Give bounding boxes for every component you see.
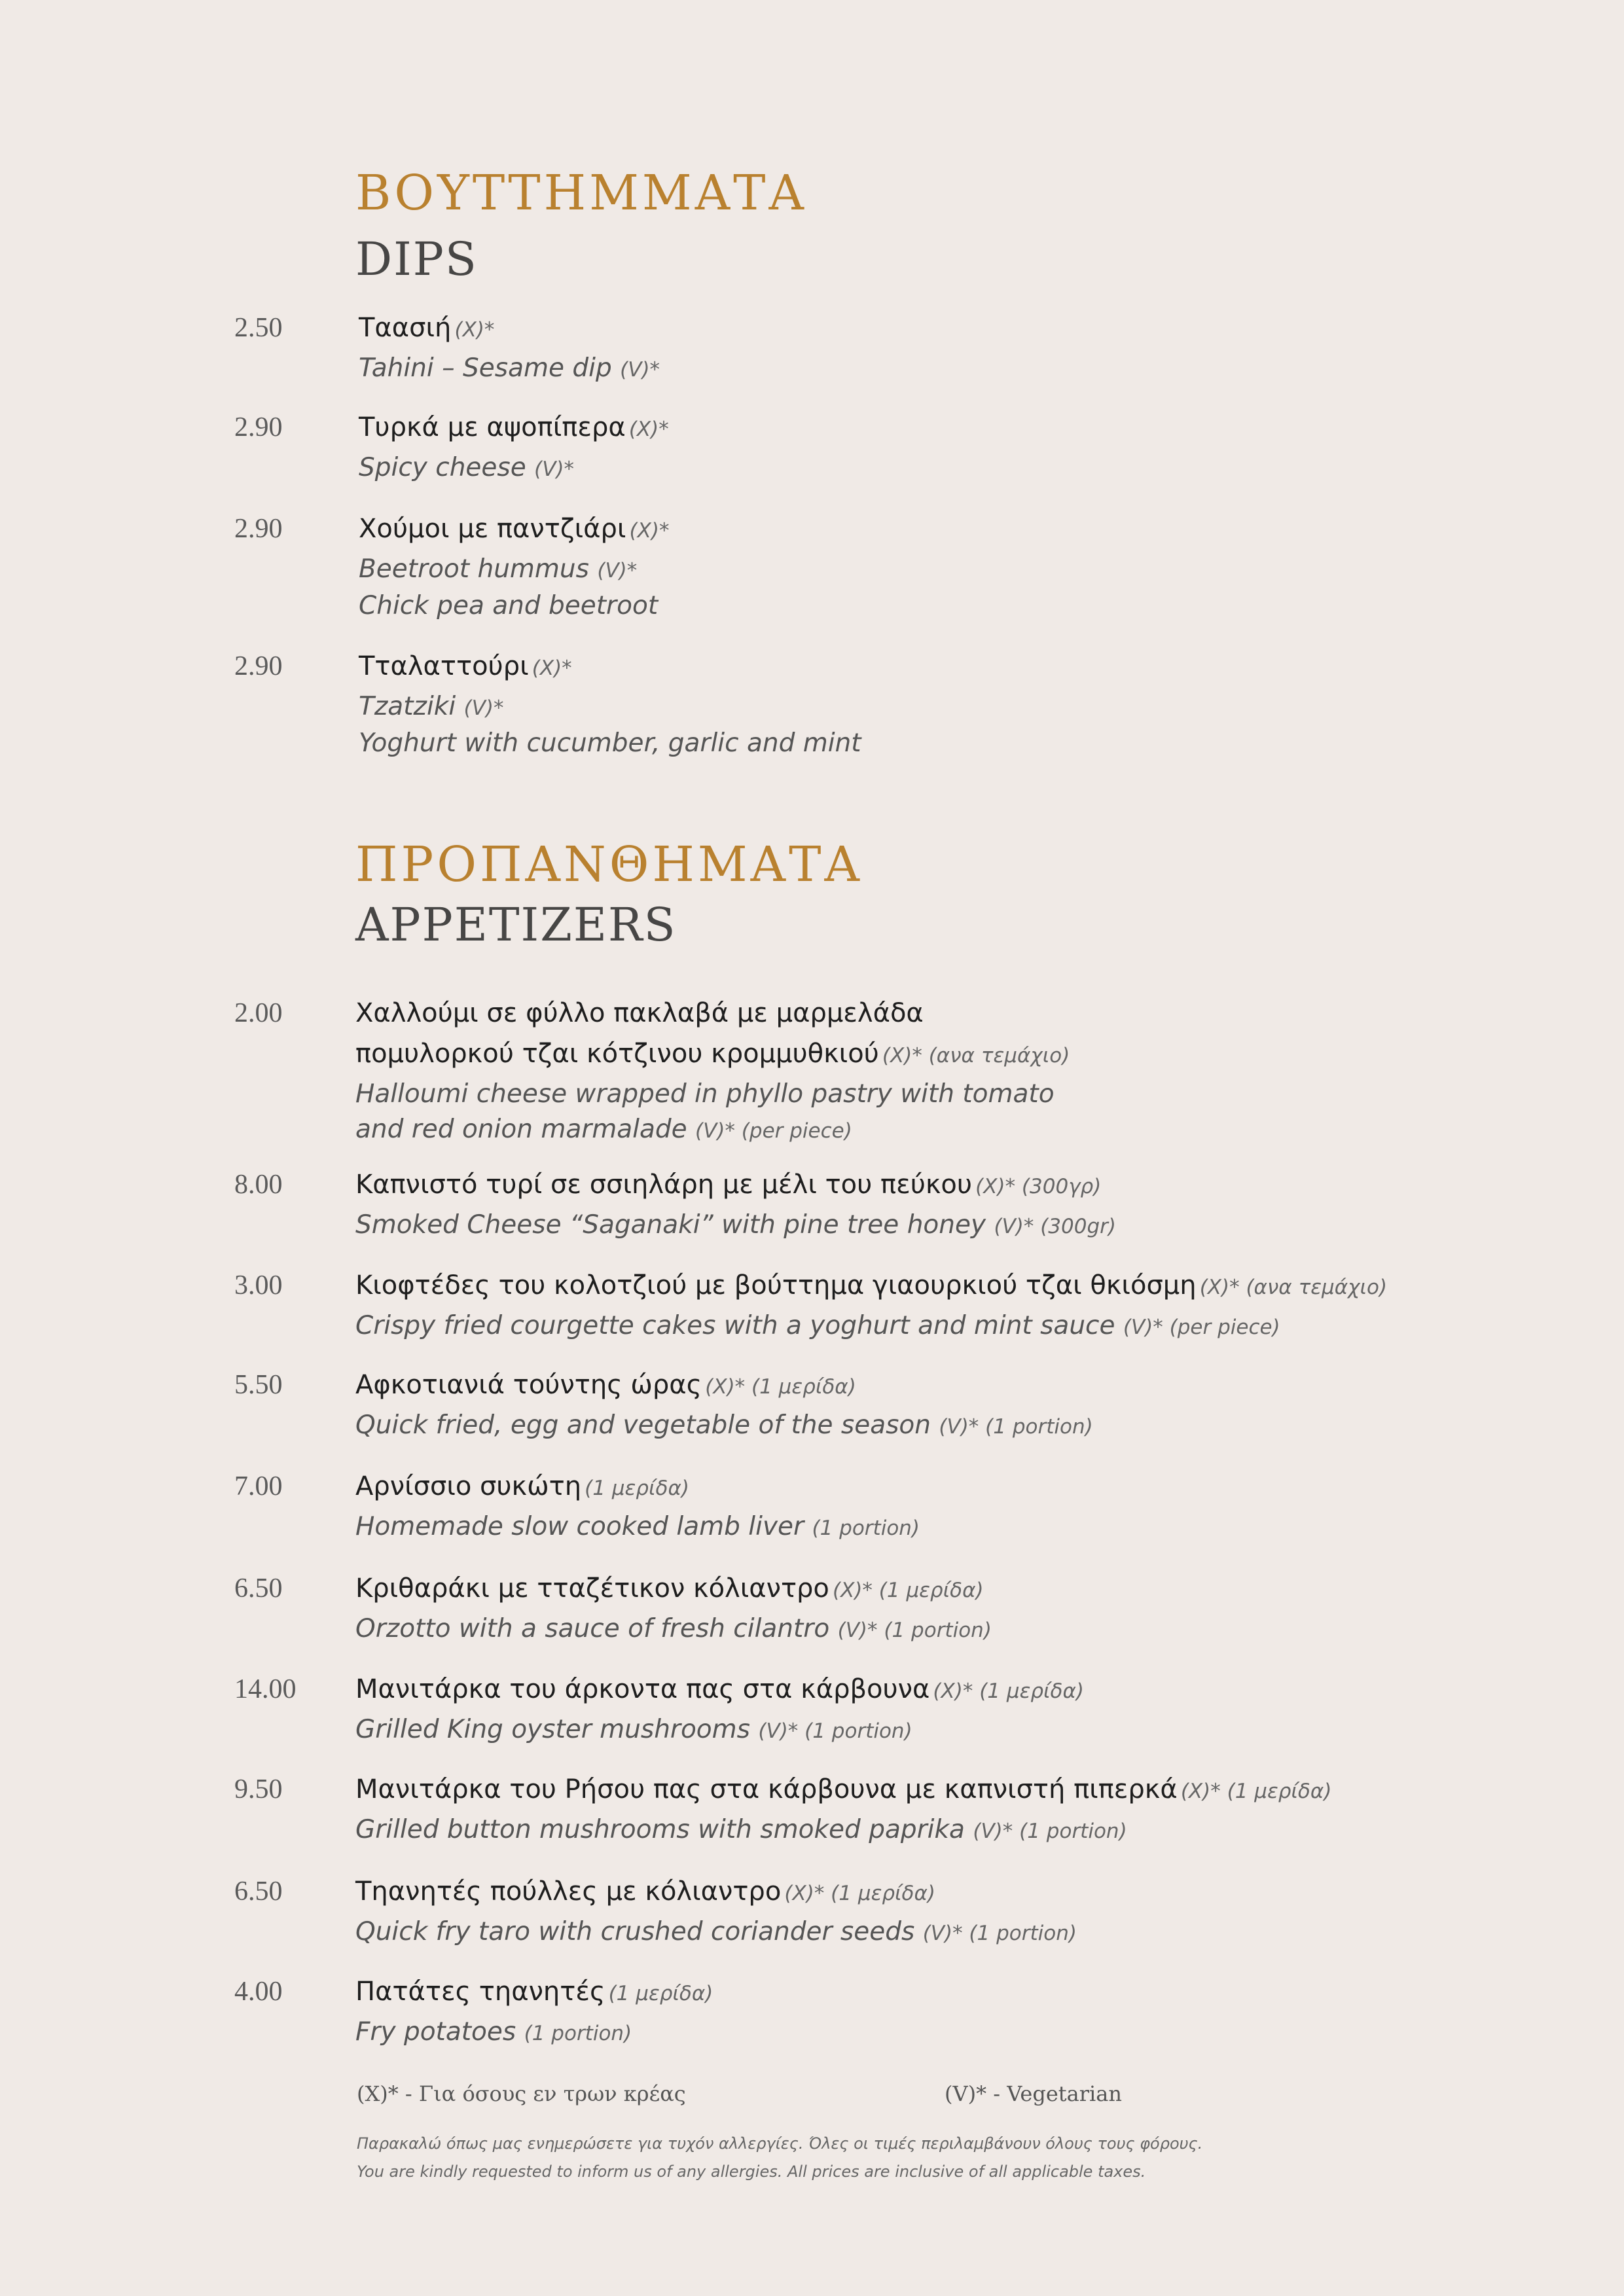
item-body bbox=[359, 410, 669, 487]
item-name-line bbox=[355, 1772, 1331, 1812]
item-name-note: (X)* bbox=[628, 418, 669, 441]
item-name-line bbox=[355, 1874, 1077, 1914]
item-name-note: (X)* (1 μερίδα) bbox=[705, 1375, 856, 1399]
item-price: 2.00 bbox=[234, 998, 283, 1028]
item-description-line bbox=[355, 1914, 1077, 1951]
item-description-note: (V)* (1 portion) bbox=[758, 1719, 912, 1743]
item-name-line bbox=[355, 1571, 992, 1611]
item-name: Μανιτάρκα του άρκοντα πας στα κάρβουνα bbox=[355, 1674, 930, 1704]
item-description-line bbox=[355, 1112, 1070, 1149]
item-description: Beetroot hummus bbox=[359, 554, 589, 584]
item-body bbox=[355, 1469, 920, 1546]
item-price: 2.90 bbox=[234, 412, 283, 442]
item-body bbox=[359, 511, 669, 624]
item-name: Αφκοτιανιά τούντης ώρας bbox=[355, 1370, 702, 1400]
item-name-line bbox=[359, 410, 669, 450]
item-name-note: (X)* (1 μερίδα) bbox=[833, 1579, 984, 1602]
item-name-line bbox=[355, 1167, 1116, 1208]
item-name: Κιοφτέδες του κολοτζιού με βούττημα γιαουρκιού τζαι θκιόσμη bbox=[355, 1270, 1197, 1300]
item-description-note: (V)* (1 portion) bbox=[837, 1619, 992, 1642]
item-name-line bbox=[355, 1974, 713, 2015]
item-name: Χαλλούμι σε φύλλο πακλαβά με μαρμελάδα bbox=[355, 998, 924, 1028]
item-name-note: (X)* (1 μερίδα) bbox=[933, 1679, 1085, 1703]
item-description: Smoked Cheese “Saganaki” with pine tree honey bbox=[355, 1210, 986, 1240]
item-price: 2.90 bbox=[234, 514, 283, 544]
dips-title-greek: ΒΟΥΤΤΗΜΜΑΤΑ bbox=[355, 165, 807, 221]
item-body bbox=[359, 310, 660, 387]
item-price: 4.00 bbox=[234, 1977, 283, 2007]
item-description-note: (1 portion) bbox=[812, 1516, 920, 1540]
item-name: Χούμοι με παντζιάρι bbox=[359, 514, 626, 544]
item-name-line bbox=[355, 996, 1070, 1036]
item-description-line bbox=[355, 1611, 992, 1648]
item-name-note: (X)* bbox=[629, 519, 670, 543]
item-name: Τυρκά με αψοπίπερα bbox=[359, 412, 626, 442]
item-description-note: (V)* (per piece) bbox=[1123, 1316, 1280, 1339]
item-name-note: (X)* bbox=[454, 318, 495, 342]
item-description-note: (V)* bbox=[463, 696, 504, 720]
item-description: Halloumi cheese wrapped in phyllo pastry with tomato bbox=[355, 1079, 1055, 1109]
item-description: Quick fry taro with crushed coriander seeds bbox=[355, 1917, 915, 1946]
item-price: 2.90 bbox=[234, 651, 283, 681]
item-price: 8.00 bbox=[234, 1170, 283, 1200]
item-name-line bbox=[355, 1036, 1070, 1077]
item-description-line bbox=[355, 1308, 1387, 1345]
item-description: Quick fried, egg and vegetable of the season bbox=[355, 1410, 931, 1440]
item-description: Grilled button mushrooms with smoked paprika bbox=[355, 1815, 965, 1844]
item-description-note: (V)* bbox=[597, 559, 638, 583]
item-name: Πατάτες τηανητές bbox=[355, 1977, 605, 2007]
item-name-note: (1 μερίδα) bbox=[608, 1982, 713, 2005]
item-name: Μανιτάρκα του Ρήσου πας στα κάρβουνα με καπνιστή πιπερκά bbox=[355, 1774, 1178, 1804]
item-body bbox=[355, 1268, 1387, 1345]
item-description-line bbox=[359, 552, 669, 588]
item-name-note: (1 μερίδα) bbox=[585, 1477, 689, 1500]
item-name-line bbox=[355, 1672, 1084, 1712]
item-name-line bbox=[359, 310, 660, 351]
item-body bbox=[355, 1772, 1331, 1849]
item-body bbox=[355, 1367, 1093, 1444]
item-description-line bbox=[355, 1077, 1070, 1112]
item-description-note: (V)* bbox=[620, 358, 660, 382]
item-body bbox=[359, 649, 861, 761]
item-description-note: (1 portion) bbox=[524, 2022, 632, 2045]
item-body bbox=[355, 1167, 1116, 1244]
item-description-line bbox=[359, 588, 669, 624]
item-description: Yoghurt with cucumber, garlic and mint bbox=[359, 728, 861, 758]
item-description-note: (V)* (1 portion) bbox=[939, 1415, 1093, 1439]
item-description-line bbox=[359, 351, 660, 387]
legend-meat: (X)* - Για όσους εν τρων κρέας bbox=[357, 2081, 686, 2106]
item-name-note: (X)* (ανα τεμάχιο) bbox=[1199, 1276, 1388, 1299]
dips-title-english: DIPS bbox=[355, 232, 478, 286]
item-name: πομυλορκού τζαι κότζινου κρομμυθκιού bbox=[355, 1039, 879, 1069]
item-description-line bbox=[355, 1408, 1093, 1444]
item-name-note: (X)* (1 μερίδα) bbox=[784, 1882, 935, 1905]
item-description-note: (V)* (300gr) bbox=[994, 1215, 1116, 1238]
item-body bbox=[355, 996, 1070, 1149]
item-name-line bbox=[359, 511, 669, 552]
item-description: Chick pea and beetroot bbox=[359, 591, 659, 620]
item-name-line bbox=[355, 1367, 1093, 1408]
item-description: Homemade slow cooked lamb liver bbox=[355, 1512, 804, 1541]
footer-note-greek: Παρακαλώ όπως μας ενημερώσετε για τυχόν αλλεργίες. Όλες οι τιμές περιλαμβάνουν όλους τους φόρους. bbox=[357, 2134, 1203, 2153]
item-description: Spicy cheese bbox=[359, 453, 526, 482]
item-body bbox=[355, 1874, 1077, 1951]
item-name-note: (X)* (1 μερίδα) bbox=[1180, 1780, 1332, 1803]
item-description: Tahini – Sesame dip bbox=[359, 353, 612, 383]
item-price: 6.50 bbox=[234, 1876, 283, 1907]
item-description-note: (V)* bbox=[534, 457, 575, 481]
legend-vegetarian: (V)* - Vegetarian bbox=[945, 2081, 1122, 2106]
item-name: Τηανητές πούλλες με κόλιαντρο bbox=[355, 1876, 782, 1907]
item-description-line bbox=[355, 1712, 1084, 1749]
item-name-line bbox=[355, 1469, 920, 1509]
appetizers-title-greek: ΠΡΟΠΑΝΘΗΜΑΤΑ bbox=[355, 836, 863, 893]
item-description-line bbox=[355, 1208, 1116, 1244]
item-description-note: (V)* (per piece) bbox=[695, 1119, 852, 1143]
item-description-line bbox=[359, 450, 669, 487]
item-body bbox=[355, 1672, 1084, 1749]
item-description-note: (V)* (1 portion) bbox=[973, 1820, 1127, 1843]
item-description-line bbox=[359, 689, 861, 726]
item-name: Ταασιή bbox=[359, 313, 452, 343]
item-price: 3.00 bbox=[234, 1270, 283, 1300]
item-description-line bbox=[355, 1509, 920, 1546]
item-name: Κριθαράκι με τταζέτικον κόλιαντρο bbox=[355, 1573, 829, 1604]
item-name-note: (X)* (300γρ) bbox=[975, 1175, 1102, 1198]
item-description: Orzotto with a sauce of fresh cilantro bbox=[355, 1614, 830, 1643]
item-name-note: (X)* bbox=[532, 656, 572, 680]
item-description-line bbox=[355, 2015, 713, 2051]
item-description-line bbox=[359, 726, 861, 761]
item-description: Tzatziki bbox=[359, 692, 456, 721]
appetizers-title-english: APPETIZERS bbox=[355, 898, 677, 952]
item-description-note: (V)* (1 portion) bbox=[922, 1922, 1077, 1945]
item-description: and red onion marmalade bbox=[355, 1115, 687, 1144]
item-name-note: (X)* (ανα τεμάχιο) bbox=[882, 1044, 1070, 1067]
item-body bbox=[355, 1974, 713, 2051]
item-price: 2.50 bbox=[234, 313, 283, 343]
item-body bbox=[355, 1571, 992, 1648]
item-price: 14.00 bbox=[234, 1674, 297, 1704]
item-name: Τταλαττούρι bbox=[359, 651, 529, 681]
item-price: 5.50 bbox=[234, 1370, 283, 1400]
item-price: 9.50 bbox=[234, 1774, 283, 1804]
item-name-line bbox=[359, 649, 861, 689]
item-price: 7.00 bbox=[234, 1471, 283, 1501]
item-description: Fry potatoes bbox=[355, 2017, 516, 2047]
item-description-line bbox=[355, 1812, 1331, 1849]
item-description: Crispy fried courgette cakes with a yoghurt and mint sauce bbox=[355, 1311, 1115, 1340]
item-price: 6.50 bbox=[234, 1573, 283, 1604]
footer-note-english: You are kindly requested to inform us of any allergies. All prices are inclusive of all applicable taxes. bbox=[357, 2162, 1146, 2181]
item-description: Grilled King oyster mushrooms bbox=[355, 1715, 750, 1744]
item-name: Καπνιστό τυρί σε σσιηλάρη με μέλι του πεύκου bbox=[355, 1170, 973, 1200]
item-name: Αρνίσσιο συκώτη bbox=[355, 1471, 582, 1501]
item-name-line bbox=[355, 1268, 1387, 1308]
